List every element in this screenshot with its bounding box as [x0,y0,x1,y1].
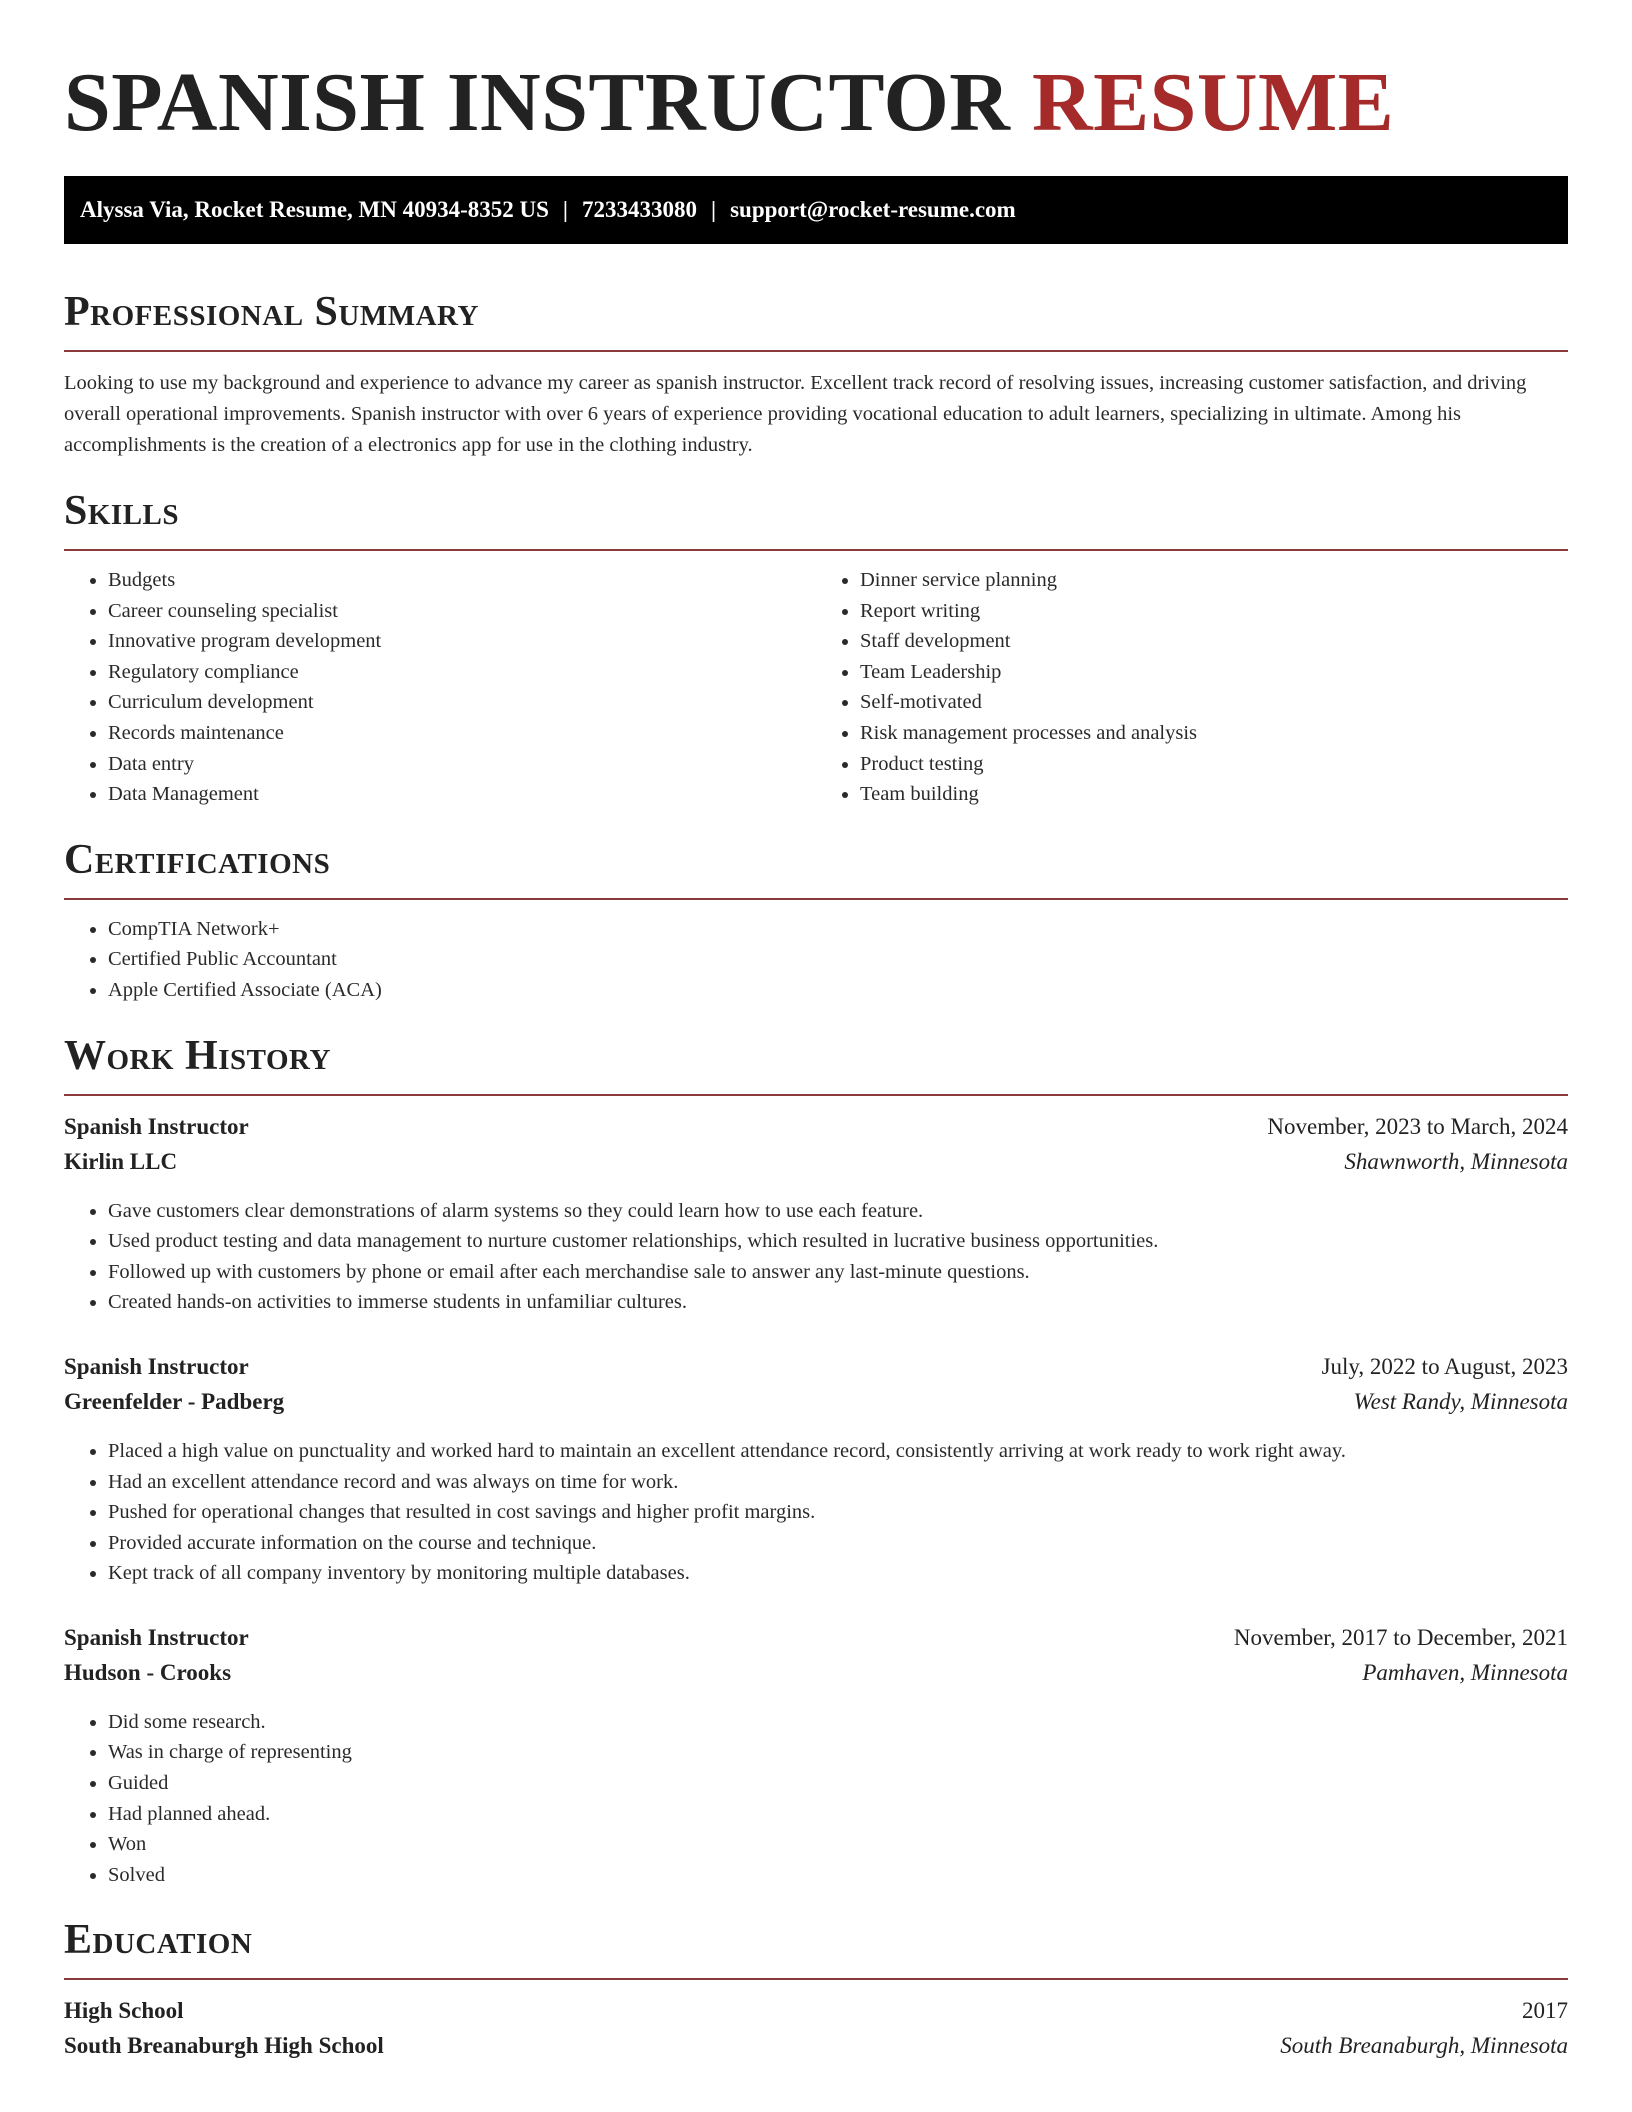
skills-grid [64,551,1568,810]
skill-item: • Dinner service planning [860,565,1568,596]
summary-section [64,288,1568,461]
job-entry [64,1114,1568,1318]
contact-separator: | [562,197,568,222]
job-bullet: • Followed up with customers by phone or email after each merchandise sale to answer any last-minute questions. [108,1257,1568,1288]
education-section [64,1916,1568,2068]
skill-item: • Regulatory compliance [108,657,816,688]
skill-item: • Product testing [860,749,1568,780]
job-bullet: • Guided [108,1768,1568,1799]
section-heading-summary: Professional Summary [64,289,479,335]
resume-title [64,0,1568,176]
education-year: 2017 [1522,1998,1568,2024]
section-divider [64,1094,1568,1096]
contact-email: support@rocket-resume.com [730,197,1016,222]
job-location: West Randy, Minnesota [1353,1388,1568,1414]
title-main: SPANISH INSTRUCTOR [64,56,1011,149]
skill-item: • Data entry [108,749,816,780]
job-entry [64,1354,1568,1589]
skill-item: • Staff development [860,626,1568,657]
job-bullet: • Placed a high value on punctuality and worked hard to maintain an excellent attendance record, consistently arriving at work ready to work right away. [108,1436,1568,1467]
job-bullet: • Did some research. [108,1707,1568,1738]
job-bullet: • Kept track of all company inventory by monitoring multiple databases. [108,1558,1568,1589]
job-company-row [64,1149,1568,1184]
job-bullet: • Used product testing and data management to nurture customer relationships, which resulted in lucrative business opportunities. [108,1226,1568,1257]
education-school: South Breanaburgh High School [64,2033,384,2059]
section-heading-education: Education [64,1917,253,1964]
skill-item: • Team Leadership [860,657,1568,688]
job-company: Kirlin LLC [64,1148,178,1174]
certification-item: • Certified Public Accountant [108,944,1568,975]
certifications-section [64,836,1568,1006]
contact-address: Alyssa Via, Rocket Resume, MN 40934-8352 US [80,197,549,222]
work-history-section [64,1032,1568,1891]
skill-item: • Team building [860,779,1568,810]
skill-item: • Risk management processes and analysis [860,718,1568,749]
skill-item: • Records maintenance [108,718,816,749]
education-school-row [64,2033,1568,2068]
title-accent: RESUME [1031,56,1395,149]
job-dates: November, 2017 to December, 2021 [1233,1624,1568,1650]
summary-text: Looking to use my background and experience to advance my career as spanish instructor. Excellent track record of resolving issues, increasing customer satisfaction, and driving overall operational improvements. Spanish instructor with over 6 years of experience providing vocational education to adult learners, specializing in ultimate. Among his accomplishments is the creation of a electronics app for use in the clothing industry. [64,372,1527,456]
job-bullet: • Won [108,1829,1568,1860]
certifications-list [64,914,1568,1006]
job-header-row [64,1354,1568,1389]
skills-list-right [816,565,1568,810]
job-bullets [64,1436,1568,1589]
section-heading-skills: Skills [64,488,180,534]
education-entry [64,1998,1568,2068]
job-bullet: • Gave customers clear demonstrations of alarm systems so they could learn how to use each feature. [108,1196,1568,1227]
job-title: Spanish Instructor [64,1624,249,1650]
job-bullet: • Pushed for operational changes that resulted in cost savings and higher profit margins. [108,1497,1568,1528]
skill-item: • Data Management [108,779,816,810]
job-bullet: • Solved [108,1860,1568,1891]
skills-section [64,487,1568,810]
skill-item: • Career counseling specialist [108,596,816,627]
contact-bar [64,176,1568,244]
job-bullets [64,1707,1568,1891]
job-bullets [64,1196,1568,1318]
skill-item: • Report writing [860,596,1568,627]
job-title: Spanish Instructor [64,1353,249,1379]
skills-list-left [64,565,816,810]
education-location: South Breanaburgh, Minnesota [1280,2033,1568,2059]
job-bullet: • Was in charge of representing [108,1737,1568,1768]
contact-separator: | [711,197,717,222]
job-bullet: • Created hands-on activities to immerse students in unfamiliar cultures. [108,1287,1568,1318]
job-location: Pamhaven, Minnesota [1362,1659,1568,1685]
job-dates: November, 2023 to March, 2024 [1267,1113,1568,1139]
job-company-row [64,1389,1568,1424]
job-header-row [64,1625,1568,1660]
job-company: Hudson - Crooks [64,1659,232,1685]
section-heading-work-history: Work History [64,1032,331,1079]
section-heading-certifications: Certifications [64,836,331,883]
skill-item: • Budgets [108,565,816,596]
job-title: Spanish Instructor [64,1113,249,1139]
job-entry [64,1625,1568,1891]
job-header-row [64,1114,1568,1149]
section-divider [64,898,1568,900]
skill-item: • Self-motivated [860,687,1568,718]
section-divider [64,350,1568,352]
job-company-row [64,1660,1568,1695]
certification-item: • Apple Certified Associate (ACA) [108,975,1568,1006]
skill-item: • Innovative program development [108,626,816,657]
education-header-row [64,1998,1568,2033]
job-bullet: • Had an excellent attendance record and was always on time for work. [108,1467,1568,1498]
job-dates: July, 2022 to August, 2023 [1321,1353,1568,1379]
job-bullet: • Had planned ahead. [108,1799,1568,1830]
job-location: Shawnworth, Minnesota [1344,1148,1568,1174]
job-company: Greenfelder - Padberg [64,1388,285,1414]
certification-item: • CompTIA Network+ [108,914,1568,945]
education-degree: High School [64,1998,184,2024]
skill-item: • Curriculum development [108,687,816,718]
contact-phone: 7233433080 [582,197,697,222]
job-bullet: • Provided accurate information on the course and technique. [108,1528,1568,1559]
section-divider [64,1978,1568,1980]
